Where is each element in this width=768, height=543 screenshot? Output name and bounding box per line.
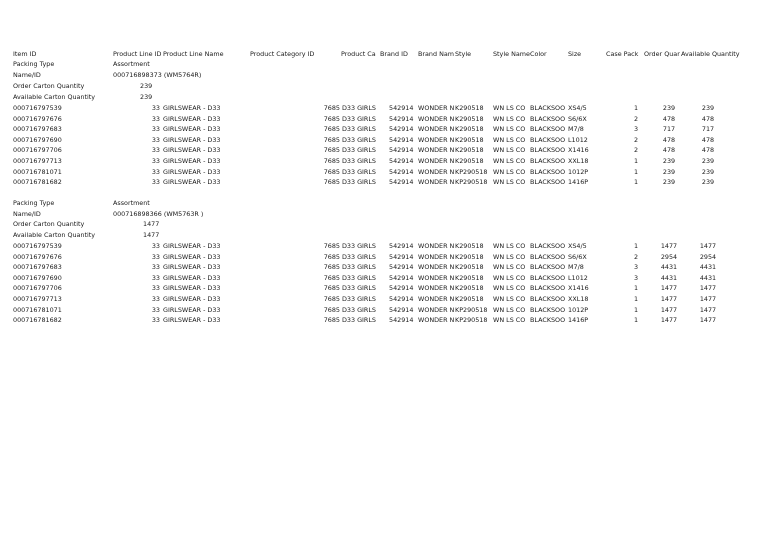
- cell-style: K290518: [455, 284, 484, 293]
- cell-avail-qty: 239: [701, 167, 715, 176]
- cell-style: KP290518: [455, 305, 488, 314]
- cell-brand: WONDER N: [418, 273, 454, 282]
- cell-pl-id: 33: [151, 252, 160, 261]
- cell-brand: WONDER N: [418, 135, 454, 144]
- header-product-category-id: Product Category ID: [250, 50, 315, 58]
- cell-cat: D33 GIRLS: [342, 305, 376, 314]
- cell-style-name: WN LS CO: [493, 135, 526, 144]
- header-brand-id: Brand ID: [380, 50, 408, 58]
- cell-cat-id: 7685: [323, 114, 340, 123]
- cell-cat: D33 GIRLS: [342, 146, 376, 155]
- cell-brand: WONDER N: [418, 316, 454, 325]
- cell-brand-id: 542914: [389, 295, 414, 303]
- cell-color: BLACKSOO: [530, 146, 566, 155]
- cell-brand-id: 542914: [389, 167, 414, 176]
- header-brand-name: Brand Nam: [418, 50, 454, 58]
- cell-item-id: 000716797683: [13, 125, 62, 134]
- cell-brand-id: 542914: [389, 305, 414, 314]
- cell-item-id: 000716781071: [13, 167, 62, 176]
- cell-pl-name: GIRLSWEAR - D33: [163, 273, 221, 282]
- header-style: Style: [455, 50, 472, 58]
- cell-order-qty: 239: [662, 157, 676, 165]
- cell-case-pack: 2: [633, 114, 639, 123]
- cell-pl-name: GIRLSWEAR - D33: [163, 316, 221, 325]
- cell-pl-name: GIRLSWEAR - D33: [163, 305, 221, 314]
- cell-pl-id: 33: [151, 146, 160, 155]
- cell-pl-id: 33: [151, 273, 160, 282]
- order-carton-quantity-label: Order Carton Quantity: [13, 82, 85, 90]
- cell-cat: D33 GIRLS: [342, 178, 376, 187]
- cell-color: BLACKSOO: [530, 178, 566, 187]
- cell-style-name: WN LS CO: [493, 305, 526, 314]
- cell-avail-qty: 4431: [699, 263, 717, 272]
- cell-item-id: 000716797706: [13, 284, 62, 293]
- cell-brand: WONDER N: [418, 263, 454, 272]
- header-color: Color: [530, 50, 547, 58]
- cell-brand: WONDER N: [418, 284, 454, 293]
- cell-pl-name: GIRLSWEAR - D33: [163, 135, 221, 144]
- cell-pl-name: GIRLSWEAR - D33: [163, 104, 221, 112]
- cell-pl-id: 33: [151, 104, 160, 112]
- cell-case-pack: 3: [633, 263, 639, 272]
- cell-size: M7/8: [568, 125, 584, 134]
- order-carton-quantity-value: 239: [140, 82, 153, 90]
- cell-size: 1012P: [568, 305, 589, 314]
- cell-item-id: 000716797539: [13, 104, 62, 112]
- cell-size: XS4/5: [568, 104, 587, 112]
- cell-brand: WONDER N: [418, 242, 454, 250]
- header-product-line-name: Product Line Name: [163, 50, 224, 58]
- cell-order-qty: 239: [662, 178, 676, 187]
- cell-brand-id: 542914: [389, 104, 414, 112]
- cell-color: BLACKSOO: [530, 284, 566, 293]
- cell-size: XXL18: [568, 295, 589, 303]
- cell-style: K290518: [455, 146, 484, 155]
- cell-size: X1416: [568, 284, 589, 293]
- cell-order-qty: 478: [662, 146, 676, 155]
- cell-cat-id: 7685: [323, 316, 340, 325]
- cell-brand: WONDER N: [418, 295, 454, 303]
- available-carton-quantity-label: Available Carton Quantity: [13, 93, 96, 101]
- cell-avail-qty: 239: [701, 157, 715, 165]
- cell-style-name: WN LS CO: [493, 252, 526, 261]
- cell-cat: D33 GIRLS: [342, 114, 376, 123]
- cell-pl-id: 33: [151, 178, 160, 187]
- cell-style: KP290518: [455, 316, 488, 325]
- cell-cat: D33 GIRLS: [342, 273, 376, 282]
- cell-case-pack: 2: [633, 252, 639, 261]
- cell-color: BLACKSOO: [530, 305, 566, 314]
- cell-case-pack: 1: [633, 178, 639, 187]
- cell-avail-qty: 478: [701, 135, 715, 144]
- cell-style-name: WN LS CO: [493, 114, 526, 123]
- cell-pl-id: 33: [151, 295, 160, 303]
- cell-cat-id: 7685: [323, 305, 340, 314]
- cell-avail-qty: 239: [701, 178, 715, 187]
- cell-cat: D33 GIRLS: [342, 125, 376, 134]
- cell-size: 1416P: [568, 178, 589, 187]
- cell-style: K290518: [455, 157, 484, 165]
- cell-order-qty: 4431: [660, 263, 678, 272]
- cell-cat-id: 7685: [323, 157, 340, 165]
- cell-style: K290518: [455, 263, 484, 272]
- cell-pl-id: 33: [151, 284, 160, 293]
- cell-style: KP290518: [455, 167, 488, 176]
- cell-style-name: WN LS CO: [493, 273, 526, 282]
- cell-cat-id: 7685: [323, 125, 340, 134]
- name-id-label: Name/ID: [13, 210, 41, 218]
- cell-cat-id: 7685: [323, 104, 340, 112]
- cell-size: XXL18: [568, 157, 589, 165]
- cell-style-name: WN LS CO: [493, 104, 526, 112]
- cell-pl-id: 33: [151, 316, 160, 325]
- cell-brand: WONDER N: [418, 252, 454, 261]
- cell-style-name: WN LS CO: [493, 125, 526, 134]
- cell-pl-name: GIRLSWEAR - D33: [163, 178, 221, 187]
- cell-order-qty: 2954: [660, 252, 678, 261]
- cell-pl-id: 33: [151, 125, 160, 134]
- cell-pl-id: 33: [151, 242, 160, 250]
- cell-brand-id: 542914: [389, 157, 414, 165]
- cell-color: BLACKSOO: [530, 263, 566, 272]
- cell-size: 1012P: [568, 167, 589, 176]
- cell-item-id: 000716797683: [13, 263, 62, 272]
- cell-brand-id: 542914: [389, 242, 414, 250]
- cell-item-id: 000716797676: [13, 252, 62, 261]
- cell-brand-id: 542914: [389, 178, 414, 187]
- cell-pl-name: GIRLSWEAR - D33: [163, 242, 221, 250]
- cell-cat: D33 GIRLS: [342, 263, 376, 272]
- cell-avail-qty: 478: [701, 146, 715, 155]
- cell-color: BLACKSOO: [530, 242, 566, 250]
- header-order-quantity: Order Quar: [644, 50, 680, 58]
- cell-case-pack: 1: [633, 157, 639, 165]
- cell-size: M7/8: [568, 263, 584, 272]
- cell-order-qty: 1477: [660, 305, 678, 314]
- cell-item-id: 000716797713: [13, 295, 62, 303]
- cell-case-pack: 1: [633, 316, 639, 325]
- cell-color: BLACKSOO: [530, 295, 566, 303]
- cell-color: BLACKSOO: [530, 135, 566, 144]
- cell-style: K290518: [455, 135, 484, 144]
- cell-pl-name: GIRLSWEAR - D33: [163, 114, 221, 123]
- cell-cat: D33 GIRLS: [342, 252, 376, 261]
- cell-style: K290518: [455, 125, 484, 134]
- cell-pl-name: GIRLSWEAR - D33: [163, 252, 221, 261]
- cell-pl-id: 33: [151, 305, 160, 314]
- cell-item-id: 000716797690: [13, 273, 62, 282]
- cell-pl-id: 33: [151, 157, 160, 165]
- cell-pl-name: GIRLSWEAR - D33: [163, 146, 221, 155]
- cell-case-pack: 1: [633, 167, 639, 176]
- cell-cat-id: 7685: [323, 273, 340, 282]
- cell-brand-id: 542914: [389, 135, 414, 144]
- cell-color: BLACKSOO: [530, 167, 566, 176]
- cell-brand-id: 542914: [389, 273, 414, 282]
- order-carton-quantity-value: 1477: [143, 220, 160, 228]
- cell-brand: WONDER N: [418, 125, 454, 134]
- cell-avail-qty: 1477: [699, 295, 717, 303]
- cell-style-name: WN LS CO: [493, 284, 526, 293]
- cell-cat: D33 GIRLS: [342, 316, 376, 325]
- packing-type-value: Assortment: [113, 199, 150, 207]
- available-carton-quantity-value: 239: [140, 93, 153, 101]
- cell-avail-qty: 1477: [699, 284, 717, 293]
- cell-case-pack: 1: [633, 305, 639, 314]
- available-carton-quantity-value: 1477: [143, 231, 160, 239]
- cell-brand: WONDER N: [418, 114, 454, 123]
- cell-color: BLACKSOO: [530, 252, 566, 261]
- cell-pl-name: GIRLSWEAR - D33: [163, 157, 221, 165]
- cell-brand-id: 542914: [389, 252, 414, 261]
- cell-brand: WONDER N: [418, 146, 454, 155]
- cell-case-pack: 1: [633, 242, 639, 250]
- cell-cat: D33 GIRLS: [342, 104, 376, 112]
- cell-brand-id: 542914: [389, 114, 414, 123]
- cell-color: BLACKSOO: [530, 157, 566, 165]
- cell-cat-id: 7685: [323, 135, 340, 144]
- cell-color: BLACKSOO: [530, 104, 566, 112]
- cell-style: K290518: [455, 273, 484, 282]
- cell-cat-id: 7685: [323, 146, 340, 155]
- cell-order-qty: 239: [662, 167, 676, 176]
- cell-pl-name: GIRLSWEAR - D33: [163, 295, 221, 303]
- cell-size: L1012: [568, 135, 588, 144]
- cell-style-name: WN LS CO: [493, 167, 526, 176]
- cell-order-qty: 1477: [660, 284, 678, 293]
- cell-style: K290518: [455, 295, 484, 303]
- cell-order-qty: 1477: [660, 242, 678, 250]
- cell-cat-id: 7685: [323, 284, 340, 293]
- cell-case-pack: 2: [633, 146, 639, 155]
- cell-color: BLACKSOO: [530, 114, 566, 123]
- cell-brand: WONDER N: [418, 178, 454, 187]
- cell-item-id: 000716797706: [13, 146, 62, 155]
- cell-style-name: WN LS CO: [493, 295, 526, 303]
- cell-cat: D33 GIRLS: [342, 157, 376, 165]
- cell-size: L1012: [568, 273, 588, 282]
- cell-item-id: 000716797713: [13, 157, 62, 165]
- cell-avail-qty: 1477: [699, 316, 717, 325]
- cell-avail-qty: 4431: [699, 273, 717, 282]
- cell-item-id: 000716797539: [13, 242, 62, 250]
- cell-style: K290518: [455, 242, 484, 250]
- name-id-value: 000716898373 (WM5764R): [113, 71, 202, 79]
- cell-order-qty: 717: [662, 125, 676, 134]
- cell-color: BLACKSOO: [530, 316, 566, 325]
- cell-cat-id: 7685: [323, 167, 340, 176]
- cell-case-pack: 1: [633, 284, 639, 293]
- cell-avail-qty: 239: [701, 104, 715, 112]
- cell-style: K290518: [455, 104, 484, 112]
- cell-style: K290518: [455, 114, 484, 123]
- cell-size: S6/6X: [568, 114, 587, 123]
- cell-order-qty: 239: [662, 104, 676, 112]
- cell-cat: D33 GIRLS: [342, 135, 376, 144]
- cell-style: KP290518: [455, 178, 488, 187]
- cell-style: K290518: [455, 252, 484, 261]
- header-style-name: Style Name: [493, 50, 530, 58]
- cell-brand: WONDER N: [418, 167, 454, 176]
- cell-pl-id: 33: [151, 167, 160, 176]
- cell-style-name: WN LS CO: [493, 157, 526, 165]
- cell-pl-id: 33: [151, 263, 160, 272]
- name-id-label: Name/ID: [13, 71, 41, 79]
- header-product-line-id: Product Line ID: [113, 50, 162, 58]
- cell-cat: D33 GIRLS: [342, 242, 376, 250]
- cell-case-pack: 3: [633, 273, 639, 282]
- cell-cat-id: 7685: [323, 242, 340, 250]
- packing-type-label: Packing Type: [13, 60, 55, 68]
- header-available-quantity: Available Quantity: [681, 50, 740, 58]
- cell-color: BLACKSOO: [530, 273, 566, 282]
- header-item-id: Item ID: [13, 50, 37, 58]
- cell-size: S6/6X: [568, 252, 587, 261]
- cell-brand: WONDER N: [418, 157, 454, 165]
- cell-brand-id: 542914: [389, 125, 414, 134]
- cell-item-id: 000716781682: [13, 316, 62, 325]
- header-product-category: Product Ca: [341, 50, 376, 58]
- cell-avail-qty: 478: [701, 114, 715, 123]
- cell-pl-id: 33: [151, 114, 160, 123]
- cell-case-pack: 2: [633, 135, 639, 144]
- header-size: Size: [568, 50, 582, 58]
- cell-size: X1416: [568, 146, 589, 155]
- cell-cat: D33 GIRLS: [342, 284, 376, 293]
- cell-case-pack: 1: [633, 295, 639, 303]
- cell-order-qty: 1477: [660, 295, 678, 303]
- cell-cat: D33 GIRLS: [342, 295, 376, 303]
- cell-avail-qty: 2954: [699, 252, 717, 261]
- cell-cat-id: 7685: [323, 252, 340, 261]
- cell-avail-qty: 717: [701, 125, 715, 134]
- cell-brand-id: 542914: [389, 284, 414, 293]
- cell-style-name: WN LS CO: [493, 263, 526, 272]
- cell-item-id: 000716797690: [13, 135, 62, 144]
- header-case-pack: Case Pack: [606, 50, 639, 58]
- cell-order-qty: 4431: [660, 273, 678, 282]
- cell-case-pack: 1: [633, 104, 639, 112]
- cell-style-name: WN LS CO: [493, 242, 526, 250]
- cell-order-qty: 478: [662, 114, 676, 123]
- cell-style-name: WN LS CO: [493, 146, 526, 155]
- cell-style-name: WN LS CO: [493, 316, 526, 325]
- cell-item-id: 000716797676: [13, 114, 62, 123]
- cell-brand: WONDER N: [418, 104, 454, 112]
- cell-avail-qty: 1477: [699, 305, 717, 314]
- cell-size: XS4/5: [568, 242, 587, 250]
- cell-order-qty: 1477: [660, 316, 678, 325]
- order-carton-quantity-label: Order Carton Quantity: [13, 220, 85, 228]
- name-id-value: 000716898366 (WM5763R ): [113, 210, 204, 218]
- packing-type-value: Assortment: [113, 60, 150, 68]
- cell-cat-id: 7685: [323, 178, 340, 187]
- cell-order-qty: 478: [662, 135, 676, 144]
- cell-size: 1416P: [568, 316, 589, 325]
- cell-cat-id: 7685: [323, 263, 340, 272]
- cell-cat: D33 GIRLS: [342, 167, 376, 176]
- cell-pl-name: GIRLSWEAR - D33: [163, 167, 221, 176]
- cell-color: BLACKSOO: [530, 125, 566, 134]
- cell-case-pack: 3: [633, 125, 639, 134]
- available-carton-quantity-label: Available Carton Quantity: [13, 231, 96, 239]
- cell-cat-id: 7685: [323, 295, 340, 303]
- cell-brand: WONDER N: [418, 305, 454, 314]
- cell-pl-name: GIRLSWEAR - D33: [163, 263, 221, 272]
- cell-brand-id: 542914: [389, 146, 414, 155]
- cell-style-name: WN LS CO: [493, 178, 526, 187]
- cell-item-id: 000716781071: [13, 305, 62, 314]
- cell-avail-qty: 1477: [699, 242, 717, 250]
- cell-brand-id: 542914: [389, 263, 414, 272]
- cell-pl-name: GIRLSWEAR - D33: [163, 125, 221, 134]
- cell-pl-id: 33: [151, 135, 160, 144]
- cell-item-id: 000716781682: [13, 178, 62, 187]
- packing-type-label: Packing Type: [13, 199, 55, 207]
- cell-pl-name: GIRLSWEAR - D33: [163, 284, 221, 293]
- cell-brand-id: 542914: [389, 316, 414, 325]
